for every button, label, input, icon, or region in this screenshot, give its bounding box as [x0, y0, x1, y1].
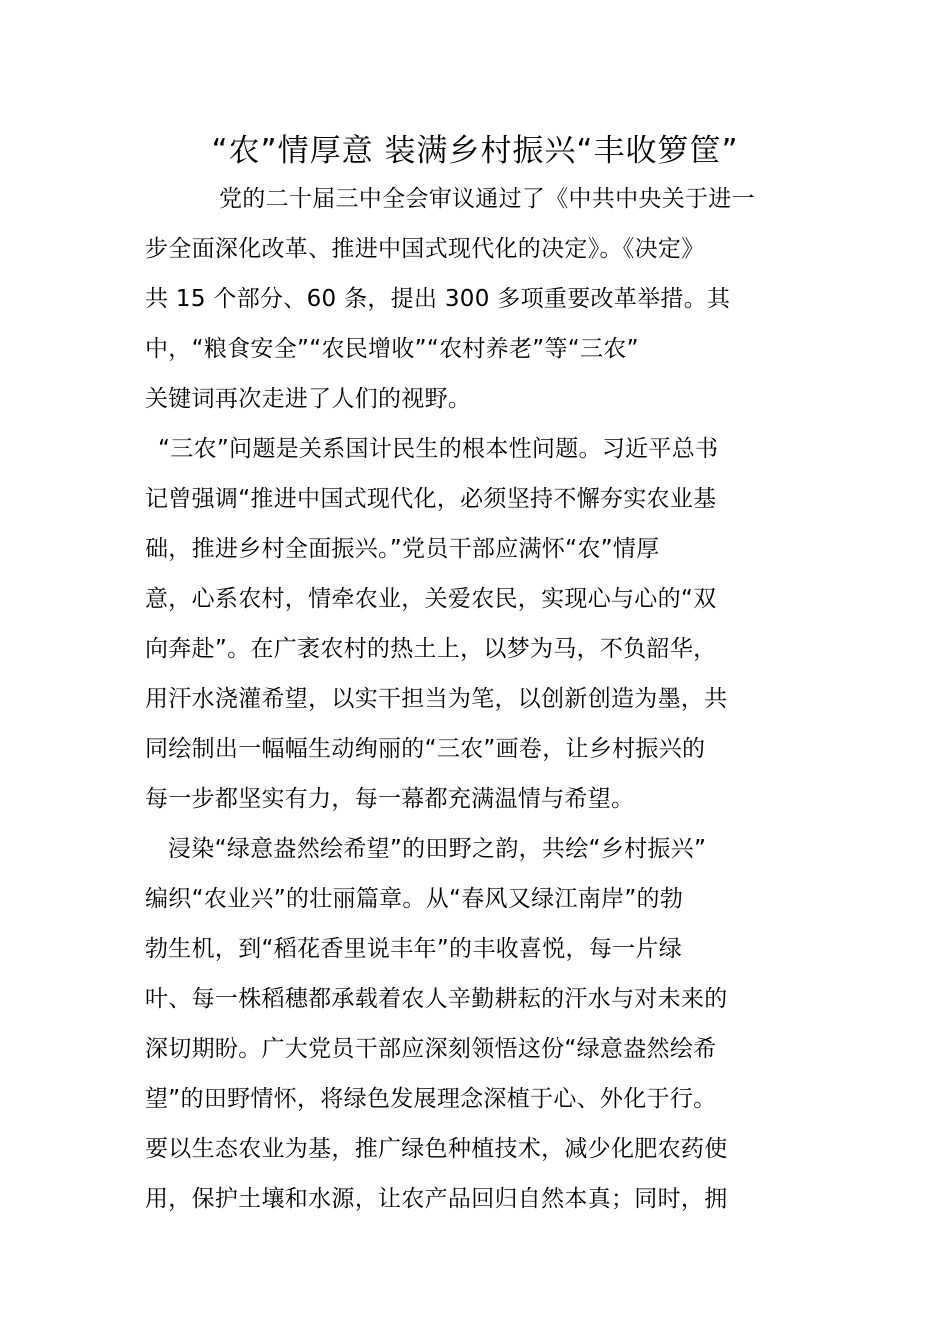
- body-line: 党的二十届三中全会审议通过了《中共中央关于进一: [219, 186, 755, 212]
- body-line: 每一步都坚实有力，每一幕都充满温情与希望。: [145, 786, 635, 812]
- body-line: 关键词再次走进了人们的视野。: [145, 386, 472, 412]
- body-line: 望”的田野情怀，将绿色发展理念深植于心、外化于行。: [145, 1086, 717, 1112]
- body-line: 记曾强调“推进中国式现代化，必须坚持不懈夯实农业基: [145, 486, 717, 512]
- body-line: 用汗水浇灌希望，以实干担当为笔，以创新创造为墨，共: [145, 686, 728, 712]
- body-line: 础，推进乡村全面振兴。”党员干部应满怀“农”情厚: [145, 536, 660, 562]
- body-line: 中，“粮食安全”“农民增收”“农村养老”等“三农”: [145, 336, 639, 362]
- body-line: 勃生机，到“稻花香里说丰年”的丰收喜悦，每一片绿: [145, 936, 683, 962]
- body-line: 叶、每一株稻穗都承载着农人辛勤耕耘的汗水与对未来的: [145, 986, 728, 1012]
- body-line: 意，心系农村，情牵农业，关爱农民，实现心与心的“双: [145, 586, 717, 612]
- body-line: 步全面深化改革、推进中国式现代化的决定》。《决定》: [145, 236, 705, 262]
- body-line: 向奔赴”。在广袤农村的热土上，以梦为马，不负韶华，: [145, 636, 717, 662]
- body-line: 编织“农业兴”的壮丽篇章。从“春风又绿江南岸”的勃: [145, 886, 684, 912]
- body-line: 同绘制出一幅幅生动绚丽的“三农”画卷，让乡村振兴的: [145, 736, 706, 762]
- body-line: 要以生态农业为基，推广绿色种植技术，减少化肥农药使: [145, 1136, 728, 1162]
- body-line: “三农”问题是关系国计民生的根本性问题。习近平总书: [158, 436, 719, 462]
- body-line: 浸染“绿意盎然绘希望”的田野之韵，共绘“乡村振兴”: [168, 836, 707, 862]
- body-line: 深切期盼。广大党员干部应深刻领悟这份“绿意盎然绘希: [145, 1036, 717, 1062]
- document-title: “农”情厚意 装满乡村振兴“丰收箩筐”: [211, 133, 739, 169]
- body-line: 共 15 个部分、60 条，提出 300 多项重要改革举措。其: [145, 286, 731, 312]
- body-line: 用，保护土壤和水源，让农产品回归自然本真；同时，拥: [145, 1186, 728, 1212]
